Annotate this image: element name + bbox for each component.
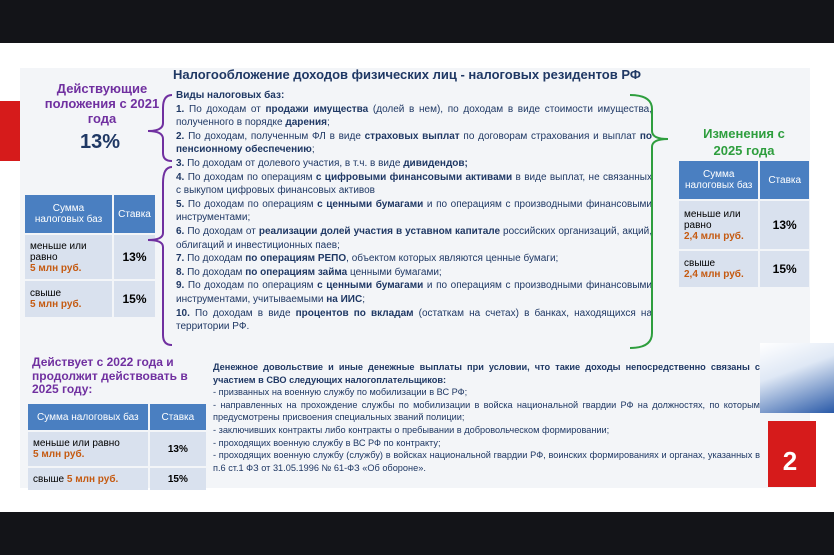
svo-list-item: - проходящих военную службу в ВС РФ по контракту; bbox=[213, 437, 441, 448]
tax-bases-heading: Виды налоговых баз: bbox=[176, 90, 285, 101]
tax-base-item: 4. По доходам по операциям с цифровыми финансовыми активами в виде выплат, не связанных с выкупом цифровых финансовых активов bbox=[176, 171, 652, 197]
top-black-bar bbox=[0, 0, 834, 43]
table-header-sum: Сумма налоговых баз bbox=[28, 404, 148, 430]
purple-bracket-lower bbox=[148, 167, 172, 345]
row-rate: 15% bbox=[150, 468, 206, 490]
row-rate: 15% bbox=[760, 251, 809, 287]
changes-2025-title: Изменения с 2025 года bbox=[703, 126, 785, 158]
tax-base-item: 5. По доходам по операциям с ценными бумагами и по операциям с производными финансовыми инструментами; bbox=[176, 198, 652, 224]
tax-base-item: 3. По доходам от долевого участия, в т.ч. в виде дивидендов; bbox=[176, 157, 468, 169]
table-header-rate: Ставка bbox=[150, 404, 206, 430]
table-header-rate: Ставка bbox=[114, 195, 155, 233]
row-label: свыше 2,4 млн руб. bbox=[679, 251, 758, 287]
row-rate: 13% bbox=[760, 201, 809, 249]
svo-list-item: - направленных на прохождение службы по мобилизации в войска национальной гвардии РФ на должностях, по которым предусмотрены присвоения специальных званий полиции; bbox=[213, 399, 760, 423]
table-header-sum: Сумма налоговых баз bbox=[25, 195, 112, 233]
row-label: меньше или равно 2,4 млн руб. bbox=[679, 201, 758, 249]
tax-base-item: 1. По доходам от продажи имущества (долей в нем), по доходам в виде стоимости имущества, полученного в порядке дарения; bbox=[176, 103, 652, 129]
row-label: свыше 5 млн руб. bbox=[28, 468, 148, 490]
purple-bracket bbox=[148, 95, 172, 161]
tax-base-item: 8. По доходам по операциям займа ценными бумагами; bbox=[176, 266, 442, 278]
tax-base-item: 7. По доходам по операциям РЕПО, объектом которых являются ценные бумаги; bbox=[176, 253, 559, 265]
svo-list-item: - заключивших контракты либо контракты о пребывании в добровольческом формировании; bbox=[213, 424, 610, 435]
current-provisions-title: Действующие положения с 2021 года bbox=[44, 81, 160, 126]
row-rate: 13% bbox=[150, 432, 206, 466]
slide bbox=[0, 43, 834, 512]
row-rate: 15% bbox=[114, 281, 155, 317]
slide-title: Налогообложение доходов физических лиц - налоговых резидентов РФ bbox=[173, 67, 641, 82]
green-bracket bbox=[630, 95, 668, 348]
row-label: свыше 5 млн руб. bbox=[25, 281, 112, 317]
svo-heading: Денежное довольствие и иные денежные выплаты при условии, что такие доходы непосредственно связаны с участием в СВО следующих налогоплательщиков: bbox=[213, 362, 760, 385]
bracket-lines bbox=[0, 43, 834, 512]
continues-title: Действует с 2022 года и продолжит действовать в 2025 году: bbox=[32, 355, 188, 396]
table-header-sum: Сумма налоговых баз bbox=[679, 161, 758, 199]
svo-list-item: - призванных на военную службу по мобилизации в ВС РФ; bbox=[213, 387, 468, 398]
table-header-rate: Ставка bbox=[760, 161, 809, 199]
tax-base-item: 10. По доходам в виде процентов по вкладам (остаткам на счетах) в банках, находящихся на территории РФ. bbox=[176, 307, 652, 333]
tax-base-item: 9. По доходам по операциям с ценными бумагами и по операциям с производными финансовыми инструментами, учитываемыми на ИИС; bbox=[176, 280, 652, 305]
tax-base-item: 2. По доходам, полученным ФЛ в виде страховых выплат по договорам страхования и выплат по пенсионному обеспечению; bbox=[176, 130, 652, 156]
current-base-rate: 13% bbox=[79, 131, 121, 153]
page-number: 2 bbox=[782, 446, 798, 476]
tax-base-item: 6. По доходам от реализации долей участия в уставном капитале российских организаций, акций, облигаций и инвестиционных паев; bbox=[176, 225, 652, 251]
bottom-black-bar bbox=[0, 512, 834, 555]
row-rate: 13% bbox=[114, 235, 155, 279]
svo-list-item: - проходящих военную службу (службу) в войсках национальной гвардии РФ, воинских формированиях и органах, указанных в п.6 ст.1 ФЗ от 31.05.1996 № 61-ФЗ «Об обороне». bbox=[213, 450, 760, 473]
row-label: меньше или равно 5 млн руб. bbox=[25, 235, 112, 279]
row-label: меньше или равно 5 млн руб. bbox=[28, 432, 148, 466]
